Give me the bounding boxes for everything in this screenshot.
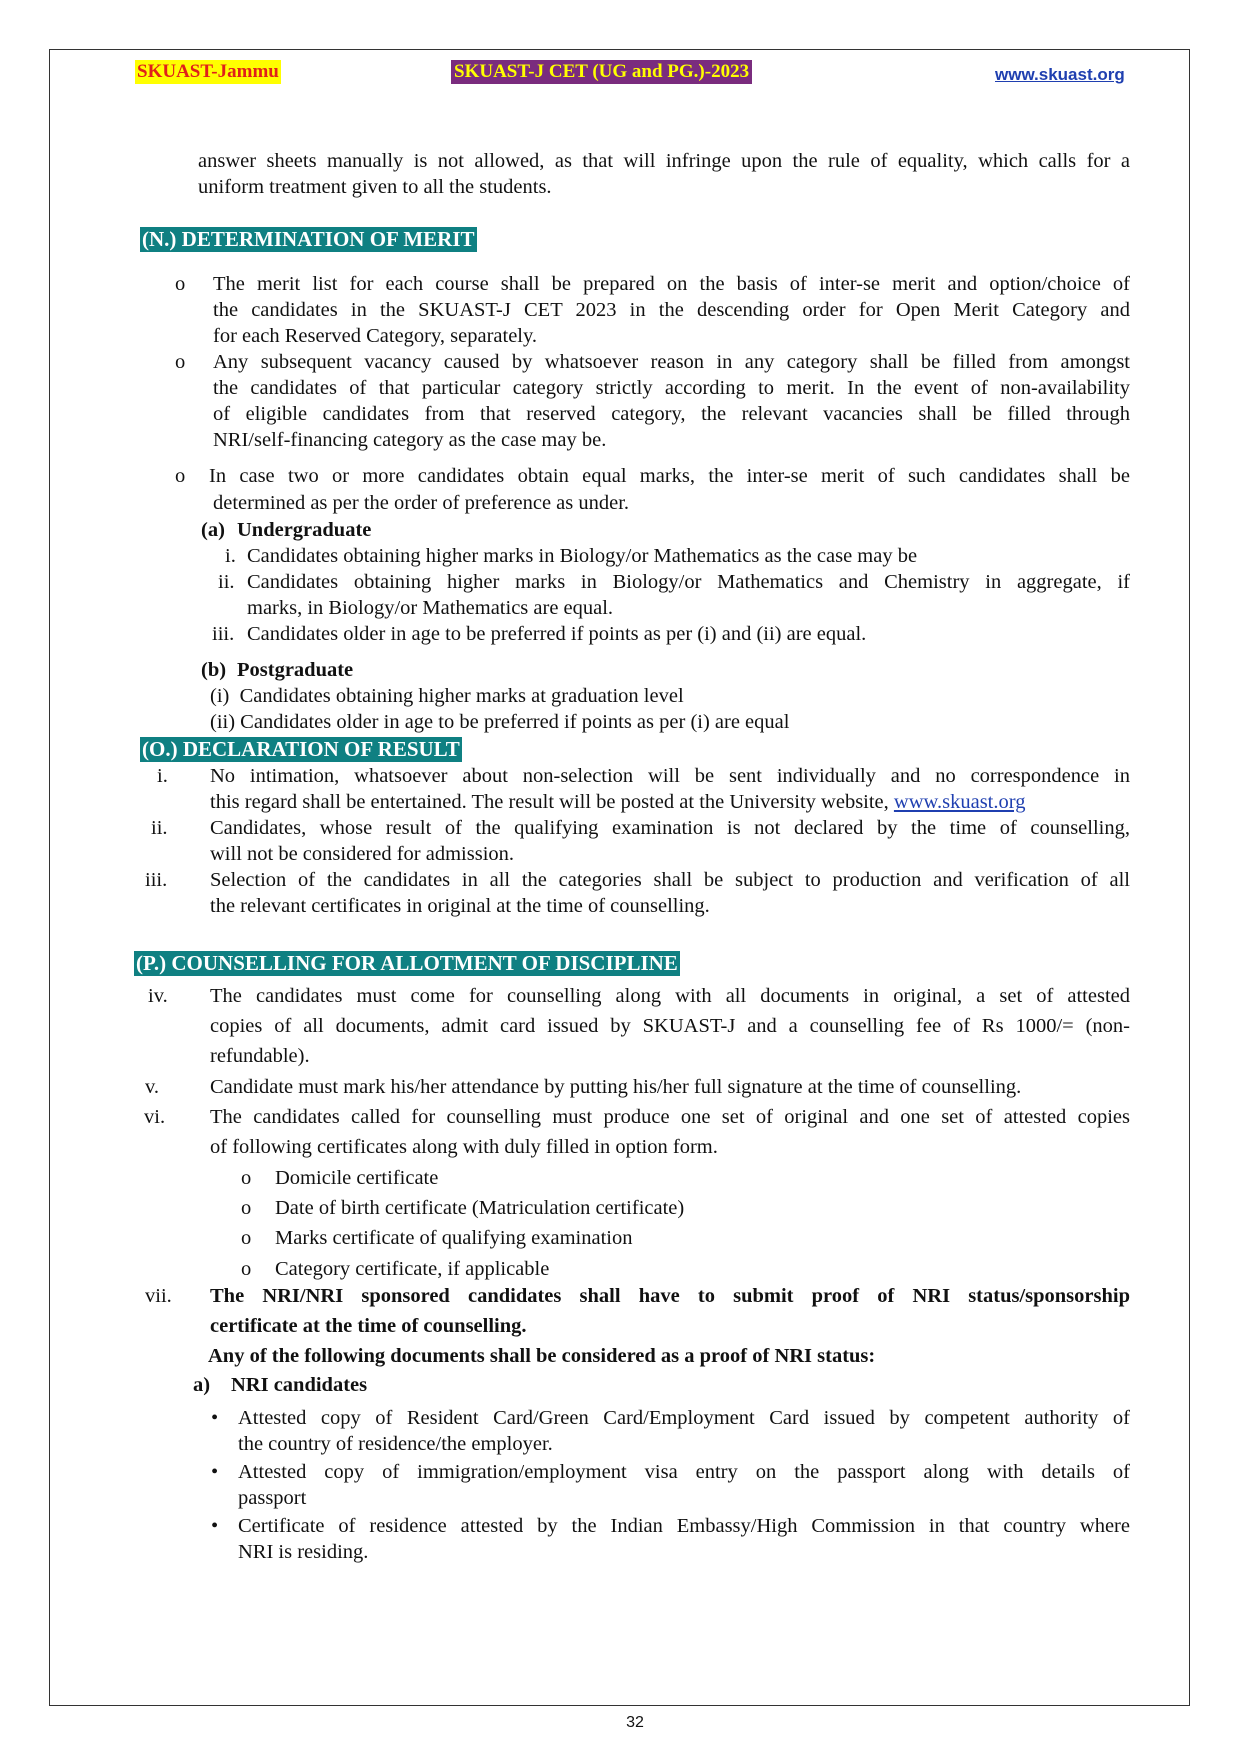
- bullet-circle-icon: o: [241, 1167, 252, 1189]
- bullet-dot-icon: •: [211, 1515, 219, 1537]
- intro-line-2: uniform treatment given to all the students.: [198, 176, 552, 198]
- university-website-link[interactable]: www.skuast.org: [893, 791, 1026, 813]
- counselling-item-num: iv.: [148, 985, 168, 1007]
- bullet-circle-icon: o: [175, 351, 186, 373]
- nri-label: a): [193, 1374, 211, 1396]
- result-item-line: will not be considered for admission.: [210, 843, 515, 865]
- nri-title: NRI candidates: [231, 1374, 368, 1396]
- ug-label: (a): [201, 519, 225, 541]
- ug-item-text: marks, in Biology/or Mathematics are equal.: [247, 597, 614, 619]
- section-p-heading: (P.) COUNSELLING FOR ALLOTMENT OF DISCIPLINE: [136, 951, 678, 975]
- bullet-circle-icon: o: [175, 273, 186, 295]
- result-item-line: the relevant certificates in original at the time of counselling.: [210, 895, 710, 917]
- merit-b2-line-1: Any subsequent vacancy caused by whatsoever reason in any category shall be filled from amongst: [213, 351, 1130, 373]
- merit-b2-line-4: NRI/self-financing category as the case may be.: [213, 429, 607, 451]
- section-o-heading: (O.) DECLARATION OF RESULT: [142, 737, 460, 761]
- nri-doc-line: Certificate of residence attested by the Indian Embassy/High Commission in that country where: [238, 1515, 1130, 1537]
- counselling-item-num: vi.: [144, 1106, 166, 1128]
- certificate-item: Category certificate, if applicable: [275, 1258, 550, 1280]
- nri-proof-line: certificate at the time of counselling.: [210, 1315, 527, 1337]
- bullet-circle-icon: o: [241, 1227, 252, 1249]
- nri-proof-line: The NRI/NRI sponsored candidates shall have to submit proof of NRI status/sponsorship: [210, 1285, 1130, 1307]
- ug-title: Undergraduate: [237, 519, 372, 541]
- header-exam-title: SKUAST-J CET (UG and PG.)-2023: [451, 60, 752, 84]
- counselling-item-line: The candidates must come for counselling along with all documents in original, a set of attested: [210, 985, 1130, 1007]
- ug-item-num: i.: [225, 545, 236, 567]
- nri-doc-line: passport: [238, 1487, 307, 1509]
- merit-b2-line-3: of eligible candidates from that reserved category, the relevant vacancies shall be filled through: [213, 403, 1130, 425]
- merit-b1-line-1: The merit list for each course shall be prepared on the basis of inter-se merit and option/choice of: [213, 273, 1130, 295]
- ug-item-text: Candidates older in age to be preferred if points as per (i) and (ii) are equal.: [247, 623, 867, 645]
- counselling-item-line: copies of all documents, admit card issued by SKUAST-J and a counselling fee of Rs 1000/= (non-: [210, 1015, 1130, 1037]
- pg-label: (b): [201, 659, 227, 681]
- ug-item-num: iii.: [212, 623, 235, 645]
- certificate-item: Domicile certificate: [275, 1167, 439, 1189]
- counselling-item-num: vii.: [145, 1285, 172, 1307]
- bullet-circle-icon: o: [175, 465, 186, 487]
- counselling-item-line: The candidates called for counselling must produce one set of original and one set of attested copies: [210, 1106, 1130, 1128]
- result-item-text: this regard shall be entertained. The result will be posted at the University website,: [210, 791, 894, 813]
- nri-doc-line: NRI is residing.: [238, 1541, 369, 1563]
- bullet-dot-icon: •: [211, 1461, 219, 1483]
- merit-b1-line-2: the candidates in the SKUAST-J CET 2023 in the descending order for Open Merit Category and: [213, 299, 1130, 321]
- result-item-num: iii.: [145, 869, 168, 891]
- bullet-circle-icon: o: [241, 1197, 252, 1219]
- merit-b2-line-2: the candidates of that particular category strictly according to merit. In the event of non-availability: [213, 377, 1130, 399]
- merit-b3-line-2: determined as per the order of preference as under.: [213, 492, 630, 514]
- result-item-line: [210, 789, 1130, 815]
- result-item-num: ii.: [151, 817, 168, 839]
- nri-proof-heading: Any of the following documents shall be considered as a proof of NRI status:: [208, 1345, 876, 1367]
- ug-item-text: Candidates obtaining higher marks in Biology/or Mathematics as the case may be: [247, 545, 918, 567]
- nri-doc-line: Attested copy of Resident Card/Green Card/Employment Card issued by competent authority of: [238, 1407, 1130, 1429]
- nri-doc-line: Attested copy of immigration/employment visa entry on the passport along with details of: [238, 1461, 1130, 1483]
- section-n-heading: (N.) DETERMINATION OF MERIT: [142, 227, 475, 251]
- header-university: SKUAST-Jammu: [137, 61, 279, 82]
- counselling-item-num: v.: [145, 1076, 160, 1098]
- counselling-item-line: of following certificates along with duly filled in option form.: [210, 1136, 718, 1158]
- pg-item: (i) Candidates obtaining higher marks at graduation level: [210, 685, 684, 707]
- bullet-dot-icon: •: [211, 1407, 219, 1429]
- ug-item-num: ii.: [218, 571, 235, 593]
- counselling-item-line: refundable).: [210, 1045, 310, 1067]
- page-number: 32: [626, 1714, 644, 1731]
- certificate-item: Date of birth certificate (Matriculation certificate): [275, 1197, 685, 1219]
- result-item-line: Selection of the candidates in all the categories shall be subject to production and verification of all: [210, 869, 1130, 891]
- nri-doc-line: the country of residence/the employer.: [238, 1433, 553, 1455]
- result-item-num: i.: [157, 765, 168, 787]
- certificate-item: Marks certificate of qualifying examination: [275, 1227, 633, 1249]
- result-item-line: No intimation, whatsoever about non-selection will be sent individually and no correspondence in: [210, 765, 1130, 787]
- pg-title: Postgraduate: [237, 659, 354, 681]
- result-item-line: Candidates, whose result of the qualifying examination is not declared by the time of counselling,: [210, 817, 1130, 839]
- bullet-circle-icon: o: [241, 1258, 252, 1280]
- ug-item-text: Candidates obtaining higher marks in Biology/or Mathematics and Chemistry in aggregate, if: [247, 571, 1130, 593]
- pg-item: (ii) Candidates older in age to be preferred if points as per (i) are equal: [210, 711, 790, 733]
- counselling-item-line: Candidate must mark his/her attendance by putting his/her full signature at the time of counselling.: [210, 1076, 1022, 1098]
- merit-b1-line-3: for each Reserved Category, separately.: [213, 325, 538, 347]
- merit-b3-line-1: In case two or more candidates obtain equal marks, the inter-se merit of such candidates shall be: [209, 465, 1130, 487]
- header-website-link[interactable]: www.skuast.org: [995, 65, 1125, 84]
- intro-line-1: answer sheets manually is not allowed, as that will infringe upon the rule of equality, which calls for a: [198, 150, 1130, 172]
